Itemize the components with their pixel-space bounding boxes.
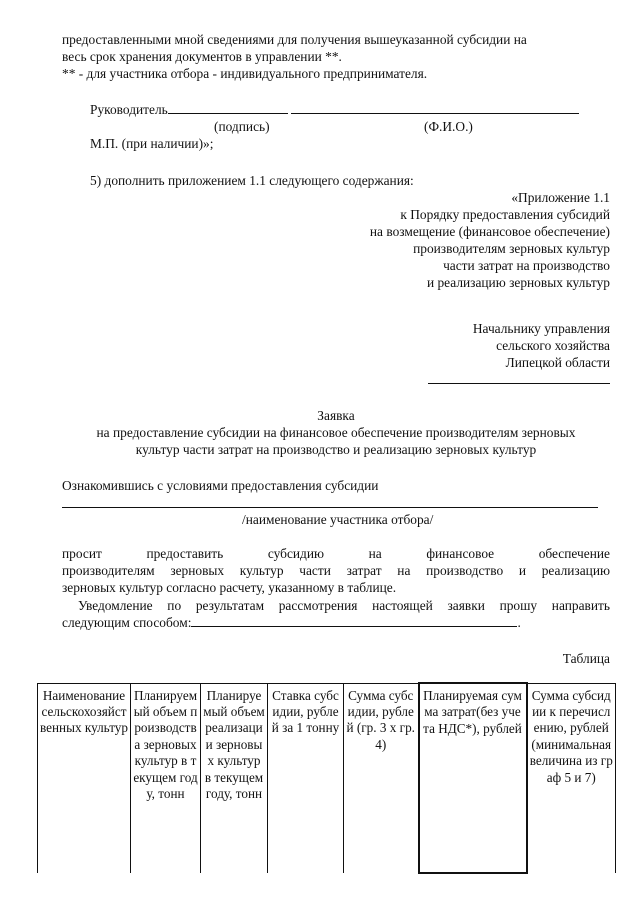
table-header-row (38, 683, 616, 873)
signature-caption: (подпись) (214, 119, 270, 134)
application-subtitle-line2: культур части затрат на производство и реализацию зерновых культур (135, 442, 537, 457)
appendix-line-2: к Порядку предоставления субсидий (400, 207, 610, 222)
notice-label: следующим способом: (62, 615, 192, 630)
col-subsidy-to-transfer: Сумма субсидии к перечислению, рублей (минимальная величина из граф 5 и 7) (527, 683, 616, 873)
full-name-caption: (Ф.И.О.) (424, 119, 473, 134)
application-subtitle-line1: на предоставление субсидии на финансовое обеспечение производителям зерновых (96, 425, 576, 440)
full-name-field (291, 101, 579, 114)
col-planned-sales: Планируемый объем реализации зерновых культур в текущем году, тонн (201, 683, 268, 873)
addressee-line-3: Липецкой области (505, 355, 610, 370)
intro-text: Ознакомившись с условиями предоставления субсидии (62, 478, 379, 493)
appendix-line-3: на возмещение (финансовое обеспечение) (369, 224, 610, 239)
notice-line2 (62, 614, 521, 631)
appendix-line-4: производителям зерновых культур (413, 241, 610, 256)
col-subsidy-rate: Ставка субсидии, рублей за 1 тонну (268, 683, 344, 873)
seal-note: М.П. (при наличии)»; (90, 136, 214, 151)
notice-line1: Уведомление по результатам рассмотрения настоящей заявки прошу направить (78, 598, 610, 613)
col-planned-costs: Планируемая сумма затрат(без учета НДС*), рублей (419, 683, 527, 873)
request-line1: просит предоставить субсидию на финансовое обеспечение (62, 546, 610, 561)
head-label: Руководитель (90, 102, 168, 117)
request-line3: зерновых культур согласно расчету, указанному в таблице. (62, 580, 397, 595)
application-title: Заявка (317, 408, 355, 423)
col-subsidy-amount: Сумма субсидии, рублей (гр. 3 х гр. 4) (344, 683, 419, 873)
signature-line (90, 101, 579, 118)
amendment-item: 5) дополнить приложением 1.1 следующего содержания: (90, 173, 414, 188)
col-crop-name: Наименование сельскохозяйственных культур (38, 683, 131, 873)
participant-caption: /наименование участника отбора/ (242, 512, 434, 527)
footnote: ** - для участника отбора - индивидуального предпринимателя. (62, 66, 428, 81)
signature-field (168, 101, 288, 114)
top-paragraph-line2: весь срок хранения документов в управлении **. (62, 49, 342, 64)
addressee-line-1: Начальнику управления (472, 321, 610, 336)
table-label: Таблица (562, 651, 610, 666)
top-paragraph-line1: предоставленными мной сведениями для получения вышеуказанной субсидии на (62, 32, 527, 47)
appendix-line-5: части затрат на производство (443, 258, 610, 273)
addressee-name-field (428, 383, 610, 384)
notice-end: . (517, 615, 521, 630)
col-planned-production: Планируемый объем производства зерновых культур в текущем году, тонн (131, 683, 201, 873)
calculation-table (37, 682, 616, 874)
appendix-line-6: и реализацию зерновых культур (426, 275, 610, 290)
delivery-method-field-2 (321, 614, 517, 627)
participant-name-field (62, 507, 598, 508)
delivery-method-field (191, 614, 321, 627)
addressee-line-2: сельского хозяйства (496, 338, 610, 353)
appendix-line-1: «Приложение 1.1 (511, 190, 610, 205)
request-line2: производителям зерновых культур части затрат на производство и реализацию (62, 563, 610, 578)
